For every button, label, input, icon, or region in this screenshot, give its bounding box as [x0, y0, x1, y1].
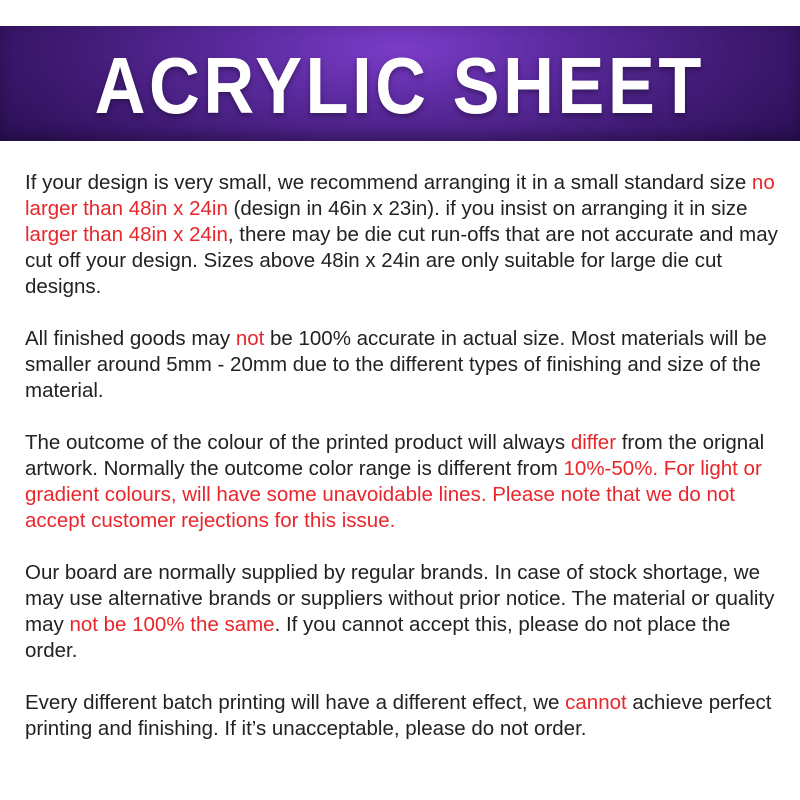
text-segment: from the orignal artwork. Normally the outcome color range is different from	[25, 431, 765, 480]
text-segment: . If you cannot accept this, please do not place the order.	[25, 613, 731, 662]
text-segment: The outcome of the colour of the printed product will always	[25, 431, 571, 454]
text-segment: achieve perfect printing and finishing. If it’s unacceptable, please do not order.	[25, 691, 772, 740]
text-segment: Every different batch printing will have a different effect, we	[25, 691, 566, 714]
highlight-segment: no larger than 48in x 24in	[25, 171, 775, 220]
title-banner	[0, 26, 800, 141]
text-segment: All finished goods may	[25, 327, 236, 350]
paragraph-colour-difference	[25, 430, 785, 534]
text-segment: (design in 46in x 23in). if you insist on arranging it in size	[227, 197, 748, 220]
highlight-segment: not	[235, 327, 265, 350]
text-segment: Our board are normally supplied by regular brands. In case of stock shortage, we may use alternative brands or suppliers without prior notice. The material or quality may	[25, 561, 775, 636]
page-title: ACRYLIC SHEET	[94, 40, 706, 130]
text-segment: , there may be die cut run-offs that are not accurate and may cut off your design. Sizes above 48in x 24in are only suitable for large die cut designs.	[25, 223, 778, 298]
highlight-segment: cannot	[565, 691, 627, 714]
text-segment: If your design is very small, we recommend arranging it in a small standard size	[25, 171, 752, 194]
paragraph-board-supply	[25, 560, 785, 664]
paragraph-batch-printing	[25, 690, 785, 742]
highlight-segment: larger than 48in x 24in	[25, 223, 228, 246]
highlight-segment: not be 100% the same	[69, 613, 275, 636]
notice-content	[25, 170, 785, 768]
paragraph-size-accuracy	[25, 326, 785, 404]
text-segment: be 100% accurate in actual size. Most materials will be smaller around 5mm - 20mm due to the different types of finishing and size of the material.	[25, 327, 767, 402]
highlight-segment: 10%-50%. For light or gradient colours, will have some unavoidable lines. Please note that we do not accept customer rejections for this issue.	[25, 457, 762, 532]
highlight-segment: differ	[570, 431, 617, 454]
paragraph-size-recommendation	[25, 170, 785, 300]
